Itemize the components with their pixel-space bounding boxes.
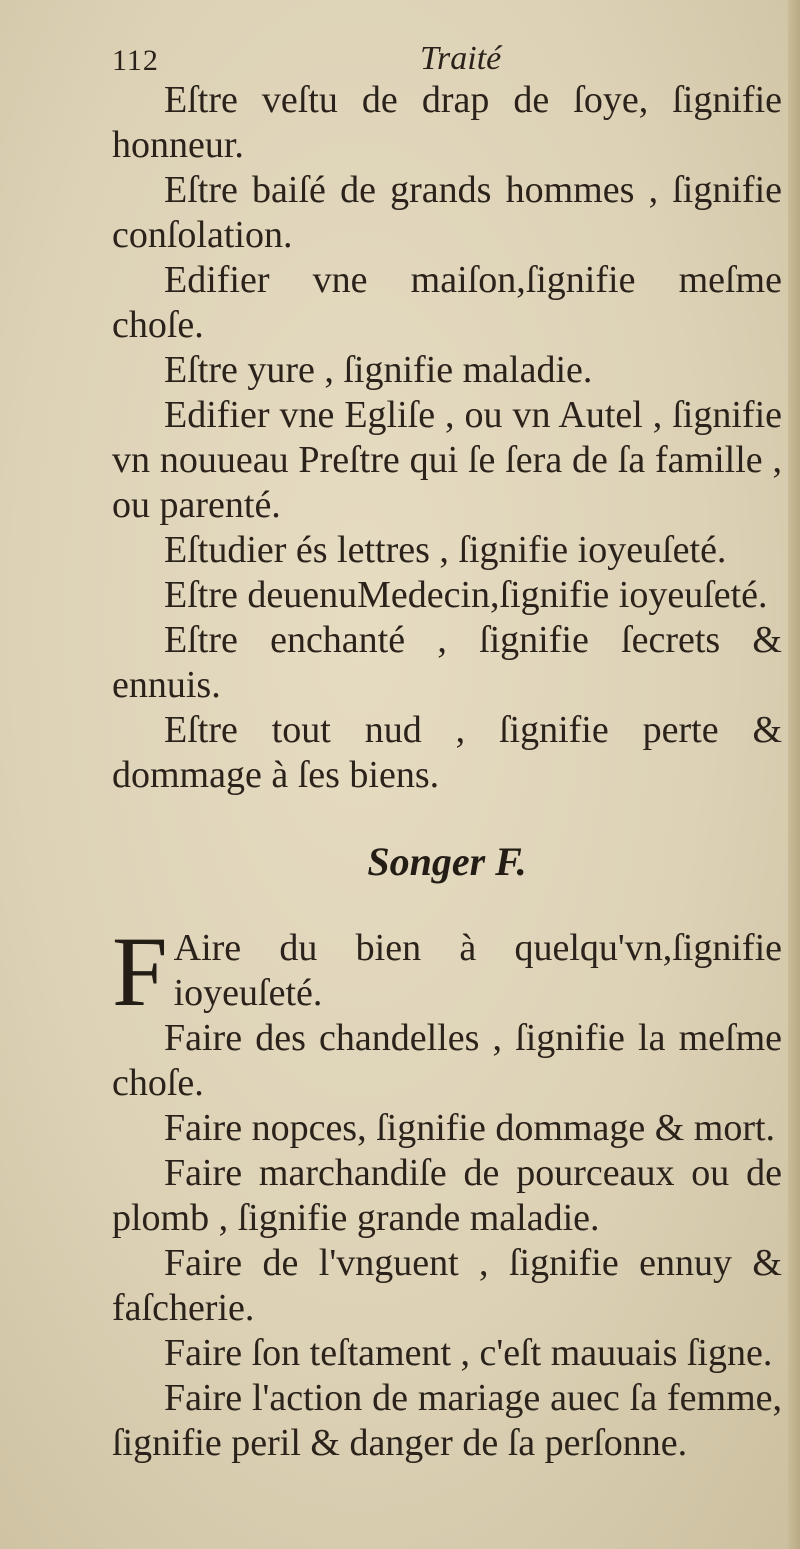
entry-text: Aire du bien à quelqu'vn,ſignifie ioyeuſeté. <box>173 927 782 1014</box>
entry: Edifier vne Egliſe , ou vn Autel , ſignifie vn nouueau Preſtre qui ſe ſera de ſa famille , ou parenté. <box>112 394 782 526</box>
entry: Faire l'action de mariage auec ſa femme, ſignifie peril & danger de ſa perſonne. <box>112 1377 782 1464</box>
entry: Eſtre yure , ſignifie maladie. <box>164 349 593 391</box>
running-head: Traité <box>420 40 502 77</box>
entry: Eſtre enchanté , ſignifie ſecrets & ennuis. <box>112 619 782 706</box>
entry: Eſtre deuenuMedecin,ſignifie ioyeuſeté. <box>164 574 768 616</box>
entry: Eſtre tout nud , ſignifie perte & dommage à ſes biens. <box>112 709 782 796</box>
section-heading: Songer F. <box>367 839 527 884</box>
entry: Eſtudier és lettres , ſignifie ioyeuſeté. <box>164 529 727 571</box>
entry: Faire ſon teſtament , c'eſt mauuais ſigne. <box>164 1332 773 1374</box>
entry: Eſtre veſtu de drap de ſoye, ſignifie honneur. <box>112 79 782 166</box>
entry-with-drop-cap <box>112 926 782 1016</box>
entry: Faire de l'vnguent , ſignifie ennuy & faſcherie. <box>112 1242 782 1329</box>
body-text <box>112 78 782 1466</box>
entry: Faire des chandelles , ſignifie la meſme choſe. <box>112 1017 782 1104</box>
page-number: 112 <box>112 44 159 77</box>
entry: Faire marchandiſe de pourceaux ou de plomb , ſignifie grande maladie. <box>112 1152 782 1239</box>
entry: Eſtre baiſé de grands hommes , ſignifie conſolation. <box>112 169 782 256</box>
entry: Faire nopces, ſignifie dommage & mort. <box>164 1107 776 1149</box>
page-edge <box>788 0 800 1549</box>
entry: Edifier vne maiſon,ſignifie meſme choſe. <box>112 259 782 346</box>
drop-cap: F <box>112 926 168 1016</box>
